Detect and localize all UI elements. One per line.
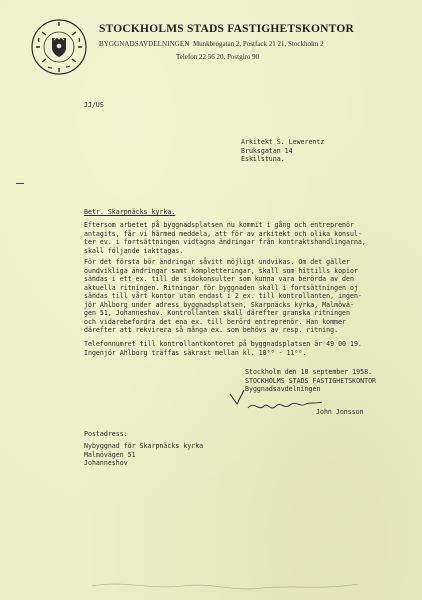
postal-label: Postadress: [84,430,128,438]
fold-mark [16,183,24,184]
signature-dept: Byggnadsavdelningen [245,385,321,393]
postal-line-2: Malmövägen 51 [84,450,136,459]
paragraph-2: För det första bör ändringar såvitt möjligt undvikas. Om det gäller oundvikliga ändringar samt kompletteringar, skall som hittills kopior sändas i ett ex. till de sidokonsulter som kunna vara berörda av den aktuella ritningen. Ritningar för byggnaden skall i fortsättningen oj sändas till vårt kontor utan endast i 2 ex. till kontrollanten, ingen- jör Ahlborg under adress byggnadsplatsen, Skarpnäcks kyrka, Malmövä- gen 51, Johanneshov. Kontrollanten skall därefter granska ritningen och vidarebefordra det ena ex. till berörd entreprenör. Han kommer därefter att rekvirera så många ex. som behövs av resp. ritning. [84,258,362,334]
office-phone: Telefon 22 56 20, Postgiro 90 [176,53,260,61]
postal-line-3: Johanneshov [84,459,128,467]
bottom-ink-scribble [90,574,360,594]
department-name: BYGGNADSAVDELNINGEN [99,40,190,48]
signature-block [245,368,376,394]
letterhead-address-line [99,40,324,48]
letter-subject: Betr. Skarpnäcks kyrka. [84,208,176,216]
office-title: STOCKHOLMS STADS FASTIGHETSKONTOR [99,23,354,35]
signatory-name: John Jonsson [316,408,364,416]
reference-initials: JJ/US [84,101,104,109]
office-address: Munkbrogatan 2, Postfack 21 21, Stockholm 2 [192,40,324,48]
recipient-address [241,138,324,164]
recipient-street: Bruksgatan 14 [241,146,293,155]
paragraph-1: Eftersom arbetet på byggnadsplatsen nu kommit i gång och entreprenör antagits, får vi härmed meddela, att för av arkitekt och olika konsul- ter ev. i fortsättningen vidtagna ändringar från kontraktshandlingarna, skall följande iakttagas. [84,221,366,255]
recipient-name: Arkitekt S. Lewerentz [241,138,325,146]
date-line: Stockholm den 10 september 1958. [245,368,373,376]
stockholm-city-seal [30,18,88,76]
recipient-city: Eskilstuna. [241,155,285,163]
signature-org: STOCKHOLMS STADS FASTIGHETSKONTOR [245,376,377,385]
postal-address [84,442,203,468]
paragraph-3: Telefonnumret till kontrollantkontoret på byggnadsplatsen är 49 00 19. Ingenjör Ahlborg träffas säkrast mellan kl. 10⁰⁰ - 11⁰⁰. [84,340,362,357]
postal-line-1: Nybyggnad för Skarpnäcks kyrka [84,442,204,450]
